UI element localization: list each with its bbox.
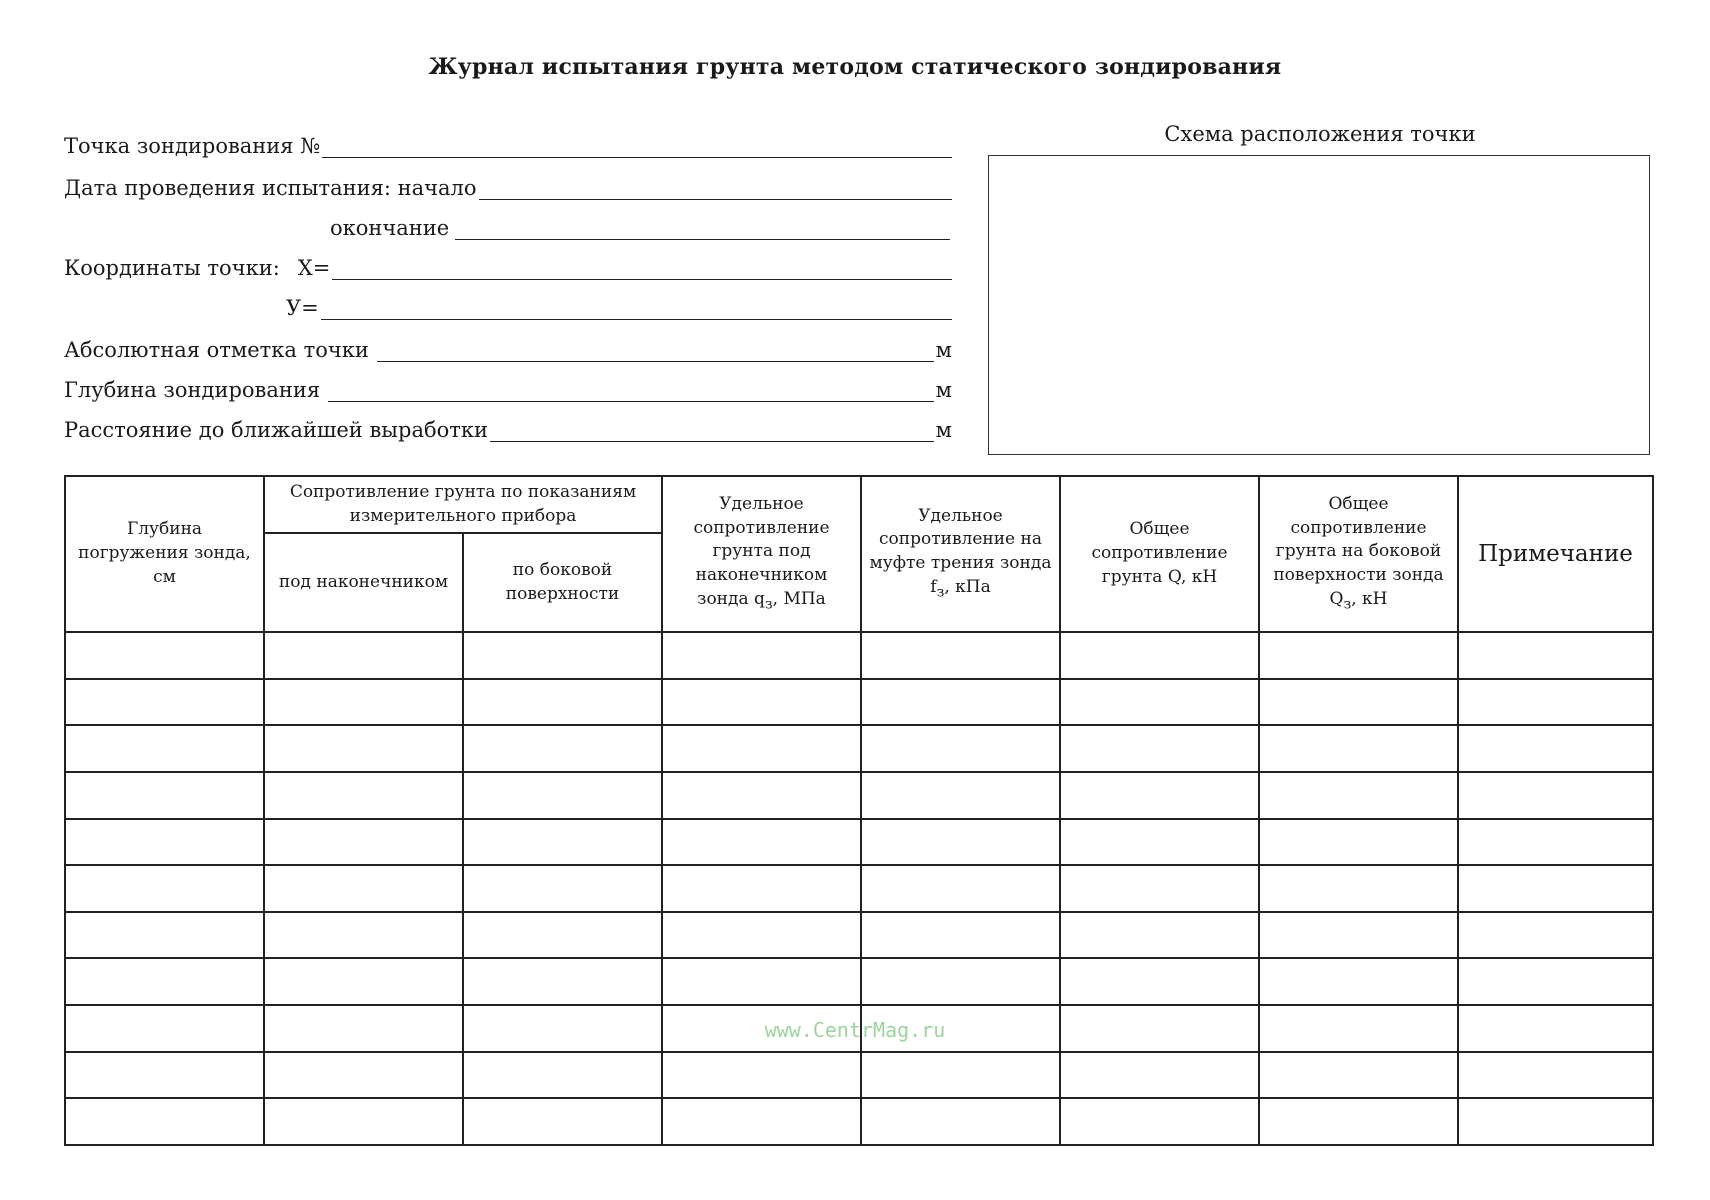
header-specific-tip-unit: , МПа	[772, 588, 826, 609]
table-cell[interactable]	[1458, 632, 1653, 679]
table-cell[interactable]	[1458, 958, 1653, 1005]
table-cell[interactable]	[1060, 865, 1259, 912]
field-coords-x	[64, 256, 952, 280]
table-cell[interactable]	[1259, 679, 1458, 726]
field-x-label: X=	[297, 256, 331, 280]
table-cell[interactable]	[1060, 819, 1259, 866]
table-cell[interactable]	[861, 632, 1060, 679]
depth-unit: м	[935, 378, 952, 402]
table-cell[interactable]	[1060, 632, 1259, 679]
table-row	[65, 1052, 1653, 1099]
field-distance-label: Расстояние до ближайшей выработки	[64, 418, 488, 442]
point-number-blank[interactable]	[322, 139, 952, 158]
field-coords-label: Координаты точки:	[64, 256, 280, 280]
table-row	[65, 725, 1653, 772]
header-specific-tip-sub: з	[764, 596, 773, 613]
header-specific-sleeve	[861, 476, 1060, 632]
table-cell[interactable]	[861, 912, 1060, 959]
table-cell[interactable]	[65, 679, 264, 726]
header-resistance-group: Сопротивление грунта по показаниям измерительного прибора	[264, 476, 662, 533]
table-cell[interactable]	[1259, 1052, 1458, 1099]
table-cell[interactable]	[65, 865, 264, 912]
table-cell[interactable]	[861, 1098, 1060, 1145]
table-row	[65, 819, 1653, 866]
table-cell[interactable]	[264, 679, 463, 726]
table-cell[interactable]	[1259, 632, 1458, 679]
table-cell[interactable]	[65, 912, 264, 959]
table-cell[interactable]	[264, 865, 463, 912]
table-cell[interactable]	[1458, 1052, 1653, 1099]
table-cell[interactable]	[861, 725, 1060, 772]
table-cell[interactable]	[463, 679, 662, 726]
table-cell[interactable]	[662, 819, 861, 866]
table-cell[interactable]	[662, 958, 861, 1005]
table-cell[interactable]	[65, 1098, 264, 1145]
table-cell[interactable]	[463, 958, 662, 1005]
table-cell[interactable]	[861, 865, 1060, 912]
table-cell[interactable]	[463, 725, 662, 772]
table-cell[interactable]	[1458, 819, 1653, 866]
header-side: по боковой поверхности	[463, 533, 662, 632]
distance-unit: м	[935, 418, 952, 442]
table-cell[interactable]	[662, 865, 861, 912]
table-cell[interactable]	[1259, 772, 1458, 819]
field-coords-y	[286, 296, 952, 320]
field-date-start-label: Дата проведения испытания: начало	[64, 176, 477, 200]
field-date-end	[330, 216, 950, 240]
table-cell[interactable]	[264, 772, 463, 819]
header-note: Примечание	[1458, 476, 1653, 632]
table-cell[interactable]	[65, 1052, 264, 1099]
table-row	[65, 772, 1653, 819]
table-row	[65, 958, 1653, 1005]
distance-blank[interactable]	[490, 423, 934, 442]
depth-blank[interactable]	[328, 383, 934, 402]
table-cell[interactable]	[264, 912, 463, 959]
table-cell[interactable]	[861, 958, 1060, 1005]
table-cell[interactable]	[463, 865, 662, 912]
table-cell[interactable]	[65, 632, 264, 679]
header-under-tip: под наконечником	[264, 533, 463, 632]
table-cell[interactable]	[1060, 679, 1259, 726]
table-cell[interactable]	[1458, 679, 1653, 726]
table-cell[interactable]	[1458, 1098, 1653, 1145]
x-blank[interactable]	[332, 261, 952, 280]
table-cell[interactable]	[861, 819, 1060, 866]
table-cell[interactable]	[662, 679, 861, 726]
y-blank[interactable]	[321, 301, 952, 320]
header-specific-sleeve-text: Удельное сопротивление на муфте трения зонда f	[869, 505, 1052, 598]
table-cell[interactable]	[1259, 819, 1458, 866]
scheme-box[interactable]	[988, 155, 1650, 455]
table-cell[interactable]	[1060, 912, 1259, 959]
field-point-number	[64, 134, 952, 158]
table-cell[interactable]	[264, 725, 463, 772]
field-date-end-label: окончание	[330, 216, 450, 240]
date-start-blank[interactable]	[479, 181, 952, 200]
scheme-label: Схема расположения точки	[1164, 122, 1476, 146]
table-cell[interactable]	[463, 819, 662, 866]
table-cell[interactable]	[1259, 725, 1458, 772]
table-cell[interactable]	[662, 912, 861, 959]
table-cell[interactable]	[1259, 1098, 1458, 1145]
header-total-side-unit: , кН	[1351, 588, 1388, 609]
table-cell[interactable]	[65, 725, 264, 772]
table-cell[interactable]	[264, 958, 463, 1005]
header-total-side	[1259, 476, 1458, 632]
table-cell[interactable]	[264, 1098, 463, 1145]
table-cell[interactable]	[662, 772, 861, 819]
table-cell[interactable]	[1259, 865, 1458, 912]
table-row	[65, 865, 1653, 912]
table-cell[interactable]	[65, 819, 264, 866]
table-cell[interactable]	[264, 1052, 463, 1099]
table-cell[interactable]	[1060, 772, 1259, 819]
abs-mark-blank[interactable]	[377, 343, 934, 362]
table-cell[interactable]	[1458, 865, 1653, 912]
date-end-blank[interactable]	[455, 221, 950, 240]
field-depth	[64, 378, 952, 402]
field-point-number-label: Точка зондирования №	[64, 134, 321, 158]
watermark: www.CentrMag.ru	[764, 1018, 946, 1042]
table-cell[interactable]	[65, 772, 264, 819]
field-y-label: У=	[286, 296, 319, 320]
document-title: Журнал испытания грунта методом статического зондирования	[428, 54, 1282, 80]
table-cell[interactable]	[1458, 912, 1653, 959]
header-total-side-sub: з	[1343, 596, 1352, 613]
table-row	[65, 632, 1653, 679]
table-cell[interactable]	[463, 772, 662, 819]
field-depth-label: Глубина зондирования	[64, 378, 321, 402]
table-cell[interactable]	[463, 1052, 662, 1099]
header-specific-sleeve-unit: , кПа	[944, 577, 991, 598]
table-cell[interactable]	[1458, 725, 1653, 772]
table-cell[interactable]	[662, 1098, 861, 1145]
header-depth: Глубина погружения зонда, см	[65, 476, 264, 632]
field-abs-mark	[64, 338, 952, 362]
table-row	[65, 1098, 1653, 1145]
table-cell[interactable]	[264, 819, 463, 866]
table-cell[interactable]	[1060, 958, 1259, 1005]
header-specific-sleeve-sub: з	[936, 584, 945, 601]
table-cell[interactable]	[861, 1052, 1060, 1099]
field-abs-mark-label: Абсолютная отметка точки	[64, 338, 369, 362]
table-cell[interactable]	[861, 772, 1060, 819]
journal-body	[65, 632, 1653, 1145]
table-cell[interactable]	[1060, 1098, 1259, 1145]
table-cell[interactable]	[264, 632, 463, 679]
journal-table	[64, 475, 1654, 1146]
table-row	[65, 912, 1653, 959]
header-specific-tip-text: Удельное сопротивление грунта под наконечником зонда q	[693, 493, 830, 609]
table-cell[interactable]	[662, 632, 861, 679]
table-cell[interactable]	[662, 1052, 861, 1099]
table-cell[interactable]	[463, 632, 662, 679]
table-cell[interactable]	[861, 679, 1060, 726]
field-date-start	[64, 176, 952, 200]
table-cell[interactable]	[662, 725, 861, 772]
header-total-side-text: Общее сопротивление грунта на боковой поверхности зонда Q	[1273, 493, 1444, 609]
table-row	[65, 679, 1653, 726]
abs-mark-unit: м	[935, 338, 952, 362]
header-total: Общее сопротивление грунта Q, кН	[1060, 476, 1259, 632]
table-cell[interactable]	[1060, 1052, 1259, 1099]
field-distance	[64, 418, 952, 442]
table-cell[interactable]	[463, 1098, 662, 1145]
table-cell[interactable]	[65, 958, 264, 1005]
table-cell[interactable]	[1259, 912, 1458, 959]
header-specific-tip	[662, 476, 861, 632]
table-cell[interactable]	[1259, 958, 1458, 1005]
table-cell[interactable]	[1060, 725, 1259, 772]
table-cell[interactable]	[1458, 772, 1653, 819]
table-cell[interactable]	[463, 912, 662, 959]
